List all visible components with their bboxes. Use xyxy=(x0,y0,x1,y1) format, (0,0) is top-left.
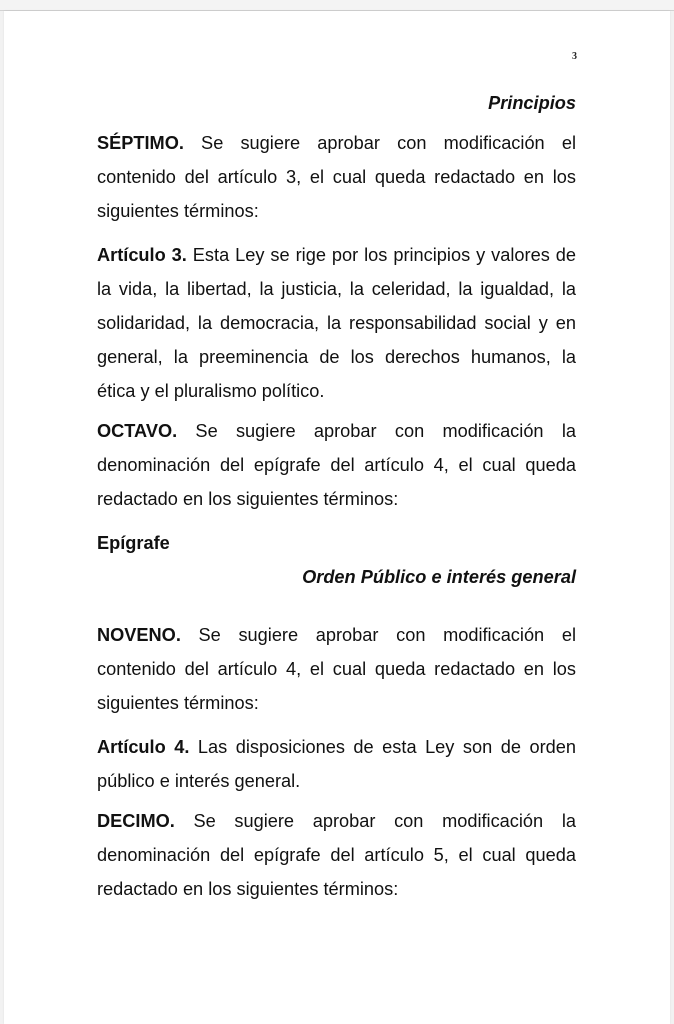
document-page xyxy=(4,11,670,1024)
paragraph-text: Las disposiciones de esta Ley son de orden público e interés general. xyxy=(97,737,576,791)
paragraph-octavo xyxy=(97,414,576,516)
viewer-top-bar xyxy=(0,0,674,11)
paragraph-text: Se sugiere aprobar con modificación el contenido del artículo 3, el cual queda redactado en los siguientes términos: xyxy=(97,133,576,221)
page-content xyxy=(97,86,576,906)
paragraph-decimo xyxy=(97,804,576,906)
paragraph-text: Esta Ley se rige por los principios y valores de la vida, la libertad, la justicia, la celeridad, la igualdad, la solidaridad, la democracia, la responsabilidad social y en general, la preeminencia de los derechos humanos, la ética y el pluralismo político. xyxy=(97,245,576,401)
section-heading-principios: Principios xyxy=(488,93,576,113)
paragraph-articulo-3 xyxy=(97,238,576,408)
paragraph-articulo-4 xyxy=(97,730,576,798)
paragraph-noveno xyxy=(97,618,576,720)
section-heading-orden-publico: Orden Público e interés general xyxy=(302,567,576,587)
paragraph-text: Se sugiere aprobar con modificación la denominación del epígrafe del artículo 4, el cual queda redactado en los siguientes términos: xyxy=(97,421,576,509)
epigrafe-label: Epígrafe xyxy=(97,533,170,553)
paragraph-septimo xyxy=(97,126,576,228)
paragraph-label: DECIMO. xyxy=(97,811,175,831)
paragraph-label: SÉPTIMO. xyxy=(97,133,184,153)
paragraph-text: Se sugiere aprobar con modificación el contenido del artículo 4, el cual queda redactado en los siguientes términos: xyxy=(97,625,576,713)
paragraph-label: Artículo 4. xyxy=(97,737,190,757)
paragraph-label: OCTAVO. xyxy=(97,421,178,441)
paragraph-label: NOVENO. xyxy=(97,625,181,645)
page-number: 3 xyxy=(572,51,577,62)
paragraph-label: Artículo 3. xyxy=(97,245,187,265)
paragraph-text: Se sugiere aprobar con modificación la denominación del epígrafe del artículo 5, el cual queda redactado en los siguientes términos: xyxy=(97,811,576,899)
